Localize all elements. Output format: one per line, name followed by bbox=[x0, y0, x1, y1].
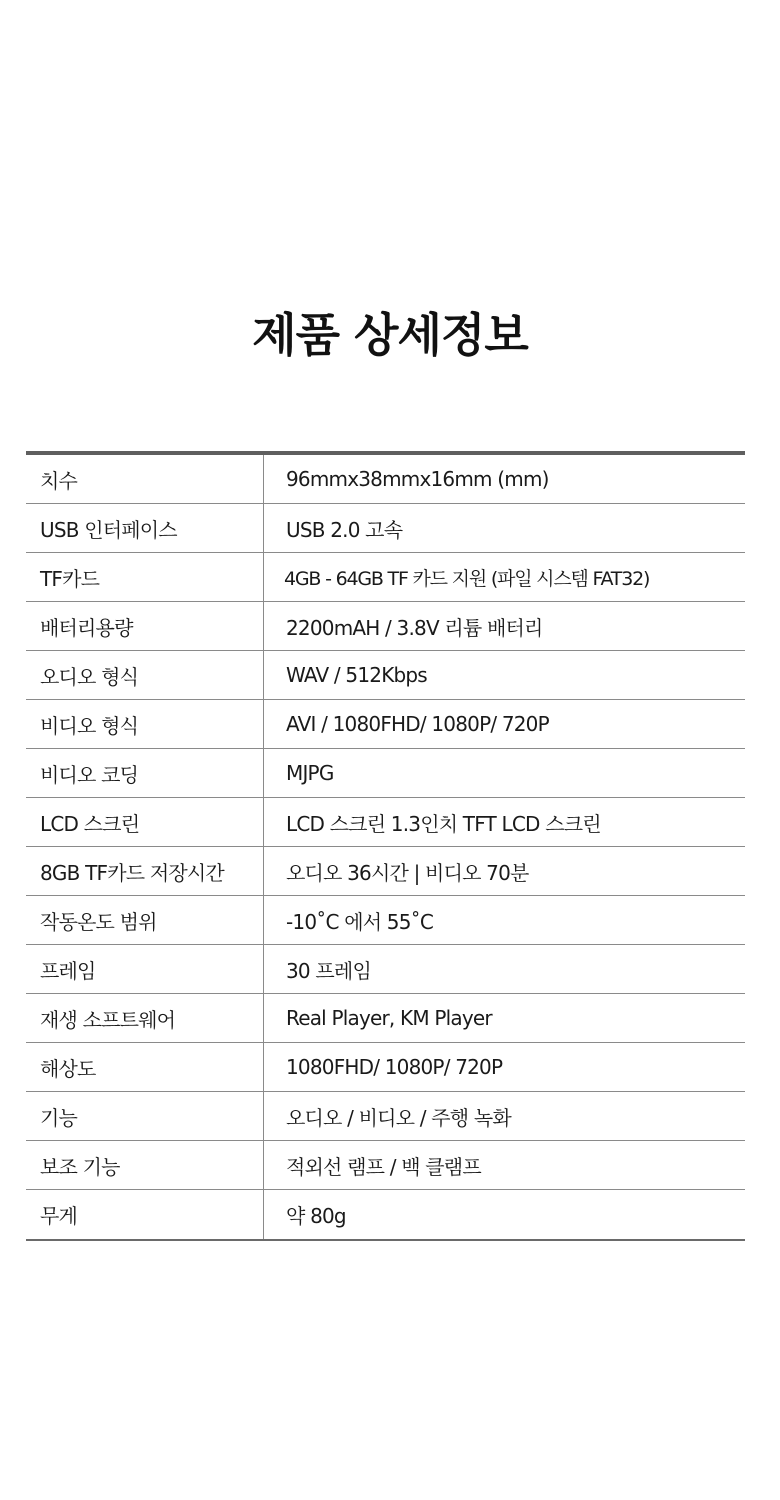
spec-label: 작동온도 범위 bbox=[26, 896, 264, 944]
spec-value: 오디오 / 비디오 / 주행 녹화 bbox=[286, 1105, 511, 1130]
spec-label: TF카드 bbox=[26, 553, 264, 601]
table-row bbox=[26, 1190, 745, 1239]
spec-value: 1080FHD/ 1080P/ 720P bbox=[286, 1055, 503, 1079]
spec-value: USB 2.0 고속 bbox=[286, 517, 403, 542]
table-row bbox=[26, 553, 745, 602]
spec-value: 30 프레임 bbox=[286, 958, 371, 983]
spec-value: Real Player, KM Player bbox=[286, 1006, 492, 1030]
table-row bbox=[26, 798, 745, 847]
page-title: 제품 상세정보 bbox=[252, 308, 528, 362]
spec-label: 8GB TF카드 저장시간 bbox=[26, 847, 264, 895]
spec-label: LCD 스크린 bbox=[26, 798, 264, 846]
spec-label: 기능 bbox=[26, 1092, 264, 1140]
spec-label: 보조 기능 bbox=[26, 1141, 264, 1189]
spec-value: 적외선 램프 / 백 클램프 bbox=[286, 1154, 481, 1179]
spec-label: 치수 bbox=[26, 455, 264, 503]
spec-label: 배터리용량 bbox=[26, 602, 264, 650]
spec-value: 4GB - 64GB TF 카드 지원 (파일 시스템 FAT32) bbox=[284, 567, 650, 590]
spec-label: 오디오 형식 bbox=[26, 651, 264, 699]
spec-label: 재생 소프트웨어 bbox=[26, 994, 264, 1042]
spec-value: -10˚C 에서 55˚C bbox=[286, 909, 433, 934]
table-row bbox=[26, 504, 745, 553]
table-row bbox=[26, 749, 745, 798]
spec-value: AVI / 1080FHD/ 1080P/ 720P bbox=[286, 712, 549, 736]
spec-label: 무게 bbox=[26, 1190, 264, 1239]
spec-value: 2200mAH / 3.8V 리튬 배터리 bbox=[286, 615, 543, 640]
spec-label: 해상도 bbox=[26, 1043, 264, 1091]
spec-label: 비디오 형식 bbox=[26, 700, 264, 748]
table-row bbox=[26, 1141, 745, 1190]
table-row bbox=[26, 1043, 745, 1092]
spec-value: WAV / 512Kbps bbox=[286, 663, 427, 687]
spec-value: 약 80g bbox=[286, 1204, 346, 1228]
spec-table bbox=[26, 451, 745, 1241]
table-row bbox=[26, 455, 745, 504]
spec-value: LCD 스크린 1.3인치 TFT LCD 스크린 bbox=[286, 811, 601, 836]
spec-label: 비디오 코딩 bbox=[26, 749, 264, 797]
spec-value: 오디오 36시간 | 비디오 70분 bbox=[286, 860, 529, 885]
spec-label: 프레임 bbox=[26, 945, 264, 993]
spec-label: USB 인터페이스 bbox=[26, 504, 264, 552]
table-row bbox=[26, 602, 745, 651]
spec-value: MJPG bbox=[286, 761, 334, 785]
table-row bbox=[26, 651, 745, 700]
spec-value: 96mmx38mmx16mm (mm) bbox=[286, 467, 549, 491]
table-row bbox=[26, 1092, 745, 1141]
table-row bbox=[26, 945, 745, 994]
table-row bbox=[26, 896, 745, 945]
table-row bbox=[26, 994, 745, 1043]
table-row bbox=[26, 847, 745, 896]
table-row bbox=[26, 700, 745, 749]
